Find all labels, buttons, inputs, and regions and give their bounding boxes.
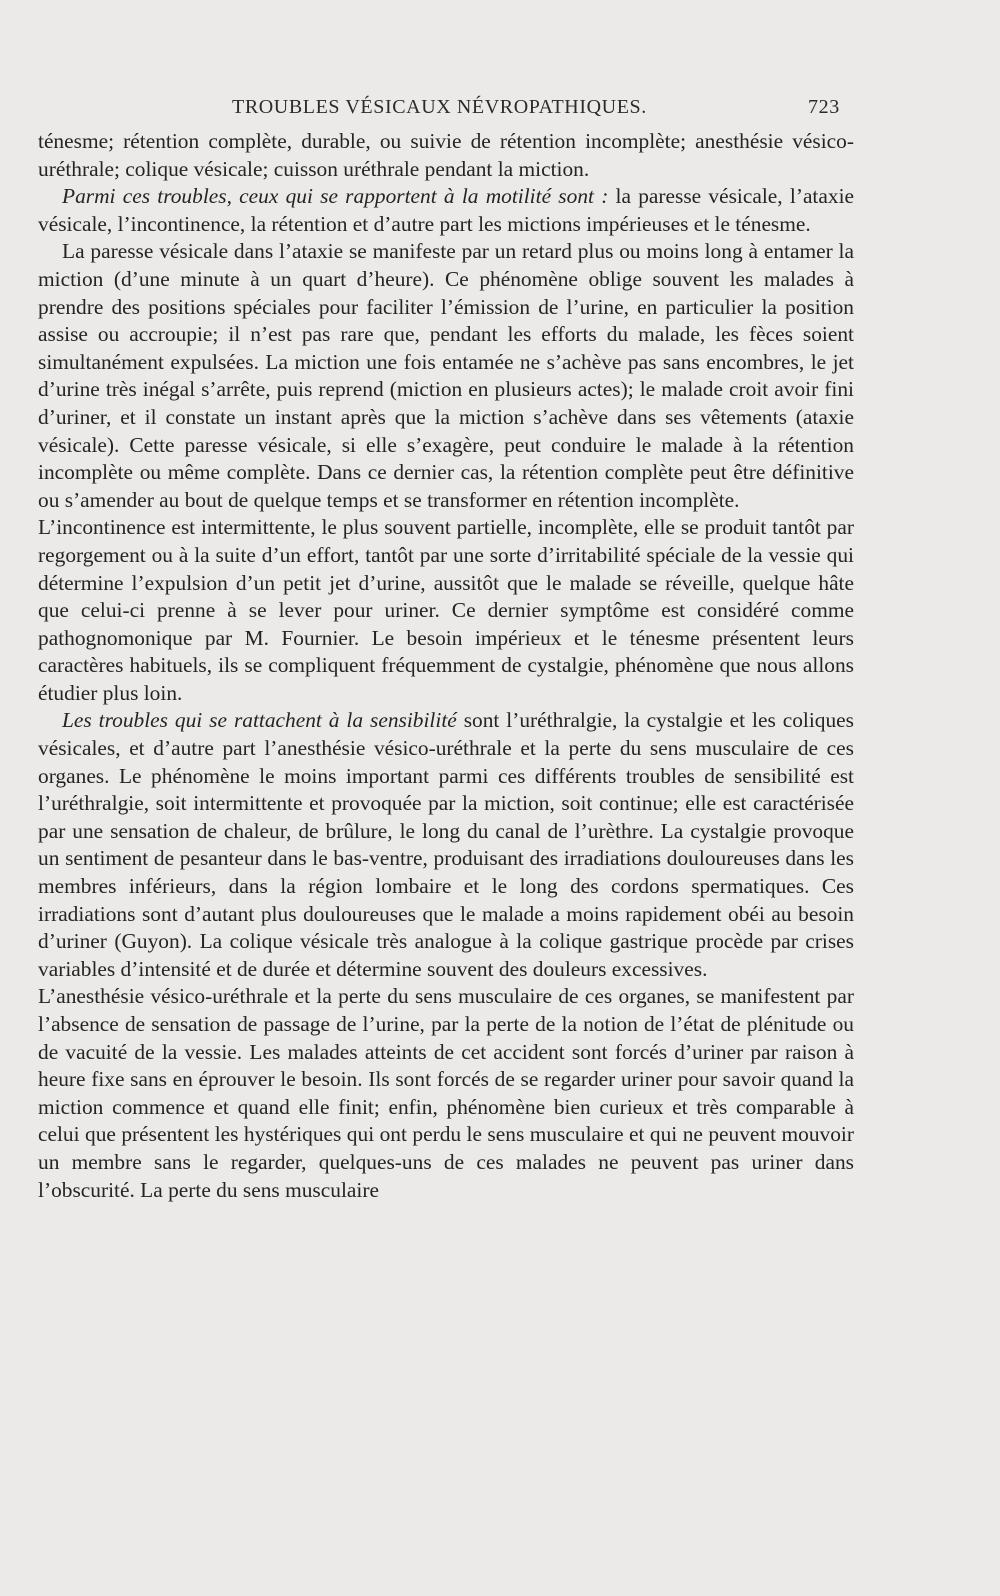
paragraph — [38, 238, 854, 514]
paragraph-text: La paresse vésicale dans l’ataxie se manifeste par un retard plus ou moins long à entamer la miction (d’une minute à un quart d’heure). Ce phénomène oblige souvent les malades à prendre des positions spéciales pour faciliter l’émission de l’urine, en particulier la position assise ou accroupie; il n’est pas rare que, pendant les efforts du malade, les fèces soient simultanément expulsées. La miction une fois entamée ne s’achève pas sans encombres, le jet d’urine très inégal s’arrête, puis reprend (miction en plusieurs actes); le malade croit avoir fini d’uriner, et il constate un instant après que la miction s’achève dans ses vêtements (ataxie vésicale). Cette paresse vésicale, si elle s’exagère, peut conduire le malade à la rétention incomplète ou même complète. Dans ce dernier cas, la rétention complète peut être définitive ou s’amender au bout de quelque temps et se transformer en rétention incomplète. — [38, 239, 854, 512]
paragraph — [38, 128, 854, 183]
paragraph-text: ténesme; rétention complète, durable, ou suivie de rétention incomplète; anesthésie vésico-uréthrale; colique vésicale; cuisson uréthrale pendant la miction. — [38, 129, 854, 181]
italic-phrase: Parmi ces troubles, ceux qui se rapportent à la motilité sont : — [62, 184, 609, 209]
paragraph — [38, 707, 854, 983]
italic-phrase: Les troubles qui se rattachent à la sensibilité — [62, 708, 457, 733]
page-number: 723 — [808, 96, 840, 118]
paragraph — [38, 183, 854, 238]
running-title: TROUBLES VÉSICAUX NÉVROPATHIQUES. — [232, 96, 647, 118]
paragraph-text: L’incontinence est intermittente, le plus souvent partielle, incomplète, elle se produit tantôt par regorgement ou à la suite d’un effort, tantôt par une sorte d’irritabilité spéciale de la vessie qui détermine l’expulsion d’un petit jet d’urine, aussitôt que le malade se réveille, quelque hâte que celui-ci prenne à se lever pour uriner. Ce dernier symptôme est considéré comme pathognomonique par M. Fournier. Le besoin impérieux et le ténesme présentent leurs caractères habituels, ils se compliquent fréquemment de cystalgie, phénomène que nous allons étudier plus loin. — [38, 515, 854, 705]
running-header — [0, 96, 1000, 126]
paragraph — [38, 983, 854, 1204]
paragraph-text: L’anesthésie vésico-uréthrale et la perte du sens musculaire de ces organes, se manifestent par l’absence de sensation de passage de l’urine, par la perte de la notion de l’état de plénitude ou de vacuité de la vessie. Les malades atteints de cet accident sont forcés d’uriner par raison à heure fixe sans en éprouver le besoin. Ils sont forcés de se regarder uriner pour savoir quand la miction commence et quand elle finit; enfin, phénomène bien curieux et très comparable à celui que présentent les hystériques qui ont perdu le sens musculaire et qui ne peuvent mouvoir un membre sans le regarder, quelques-uns de ces malades ne peuvent pas uriner dans l’obscurité. La perte du sens musculaire — [38, 984, 854, 1202]
paragraph-text: sont l’uréthralgie, la cystalgie et les coliques vésicales, et d’autre part l’anesthésie vésico-uréthrale et la perte du sens musculaire de ces organes. Le phénomène le moins important parmi ces différents troubles de sensibilité est l’uréthralgie, soit intermittente et provoquée par la miction, soit continue; elle est caractérisée par une sensation de chaleur, de brûlure, le long du canal de l’urèthre. La cystalgie provoque un sentiment de pesanteur dans le bas-ventre, produisant des irradiations douloureuses dans les membres inférieurs, dans la région lombaire et le long des cordons spermatiques. Ces irradiations sont d’autant plus douloureuses que le malade a moins rapidement obéi au besoin d’uriner (Guyon). La colique vésicale très analogue à la colique gastrique procède par crises variables d’intensité et de durée et détermine souvent des douleurs excessives. — [38, 708, 854, 981]
body-text — [38, 128, 854, 1204]
paragraph-text: la paresse vésicale, l’ataxie vésicale, l’incontinence, la rétention et d’autre part les mictions impérieuses et le ténesme. — [38, 184, 855, 236]
paragraph — [38, 514, 854, 707]
